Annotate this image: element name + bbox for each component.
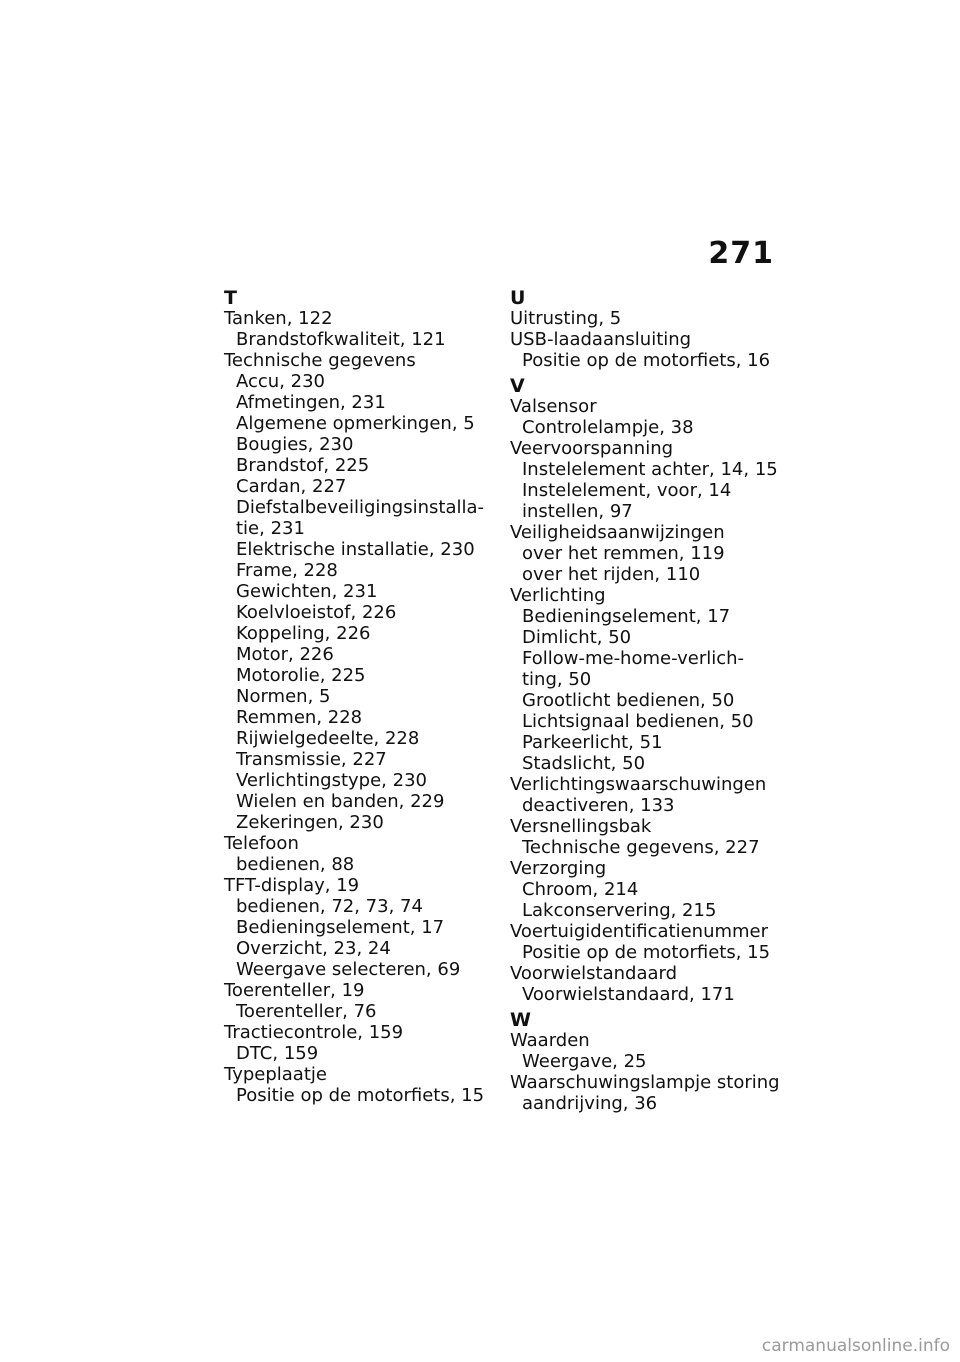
index-subentry: Motor, 226 bbox=[236, 644, 334, 665]
index-entry: Valsensor bbox=[510, 396, 597, 417]
index-subentry: Accu, 230 bbox=[236, 371, 325, 392]
index-subentry: instellen, 97 bbox=[522, 501, 633, 522]
index-entry: Verlichting bbox=[510, 585, 606, 606]
index-subentry: Verlichtingstype, 230 bbox=[236, 770, 427, 791]
index-entry: Technische gegevens bbox=[224, 350, 416, 371]
index-subentry: Transmissie, 227 bbox=[236, 749, 387, 770]
index-subentry: Rijwielgedeelte, 228 bbox=[236, 728, 420, 749]
index-subentry: Stadslicht, 50 bbox=[522, 753, 646, 774]
index-subentry: Positie op de motorfiets, 16 bbox=[522, 350, 771, 371]
index-subentry: Bougies, 230 bbox=[236, 434, 354, 455]
index-subentry: Brandstofkwaliteit, 121 bbox=[236, 329, 446, 350]
index-subentry: Bedieningselement, 17 bbox=[236, 917, 445, 938]
index-entry: Versnellingsbak bbox=[510, 816, 652, 837]
page-number: 271 bbox=[708, 236, 774, 271]
index-subentry: Weergave selecteren, 69 bbox=[236, 959, 461, 980]
watermark-footer: carmanualsonline.info bbox=[761, 1336, 950, 1356]
index-entry: Veervoorspanning bbox=[510, 438, 674, 459]
index-subentry: Positie op de motorfiets, 15 bbox=[522, 942, 771, 963]
index-subentry: bedienen, 88 bbox=[236, 854, 355, 875]
index-entry: USB-laadaansluiting bbox=[510, 329, 692, 350]
index-subentry: Motorolie, 225 bbox=[236, 665, 366, 686]
index-subentry: Instelelement achter, 14, 15 bbox=[522, 459, 778, 480]
index-subentry: over het rijden, 110 bbox=[522, 564, 701, 585]
index-entry: Voorwielstandaard bbox=[510, 963, 678, 984]
index-entry: TFT-display, 19 bbox=[224, 875, 360, 896]
index-subentry: Instelelement, voor, 14 bbox=[522, 480, 732, 501]
index-subentry: Lichtsignaal bedienen, 50 bbox=[522, 711, 754, 732]
index-subentry: tie, 231 bbox=[236, 518, 305, 539]
index-subentry: Bedieningselement, 17 bbox=[522, 606, 731, 627]
index-subentry: Cardan, 227 bbox=[236, 476, 347, 497]
index-column-right bbox=[510, 287, 780, 1114]
index-subentry: Lakconservering, 215 bbox=[522, 900, 717, 921]
index-entry: Telefoon bbox=[224, 833, 299, 854]
index-subentry: Toerenteller, 76 bbox=[236, 1001, 377, 1022]
index-subentry: over het remmen, 119 bbox=[522, 543, 725, 564]
index-subentry: Remmen, 228 bbox=[236, 707, 363, 728]
index-letter-heading: U bbox=[510, 287, 526, 309]
index-subentry: bedienen, 72, 73, 74 bbox=[236, 896, 423, 917]
index-subentry: ting, 50 bbox=[522, 669, 592, 690]
index-subentry: Weergave, 25 bbox=[522, 1051, 647, 1072]
index-subentry: Koelvloeistof, 226 bbox=[236, 602, 397, 623]
index-subentry: Wielen en banden, 229 bbox=[236, 791, 445, 812]
index-entry: Voertuigidentificatienummer bbox=[510, 921, 769, 942]
index-letter-heading: W bbox=[510, 1009, 531, 1031]
index-subentry: Gewichten, 231 bbox=[236, 581, 378, 602]
index-entry: Toerenteller, 19 bbox=[224, 980, 365, 1001]
index-entry: Tanken, 122 bbox=[224, 308, 333, 329]
index-letter-heading: T bbox=[224, 287, 237, 309]
group-spacer bbox=[510, 371, 780, 378]
index-subentry: Koppeling, 226 bbox=[236, 623, 371, 644]
index-entry: Veiligheidsaanwijzingen bbox=[510, 522, 725, 543]
index-subentry: Follow-me-home-verlich- bbox=[522, 648, 745, 669]
index-entry: Waarden bbox=[510, 1030, 590, 1051]
index-subentry: Dimlicht, 50 bbox=[522, 627, 632, 648]
index-subentry: Parkeerlicht, 51 bbox=[522, 732, 663, 753]
index-subentry: Algemene opmerkingen, 5 bbox=[236, 413, 475, 434]
group-spacer bbox=[510, 1005, 780, 1012]
index-subentry: Elektrische installatie, 230 bbox=[236, 539, 475, 560]
index-subentry: Chroom, 214 bbox=[522, 879, 639, 900]
index-subentry: Positie op de motorfiets, 15 bbox=[236, 1085, 485, 1106]
index-subentry: Frame, 228 bbox=[236, 560, 338, 581]
index-subentry: DTC, 159 bbox=[236, 1043, 319, 1064]
index-entry: Verzorging bbox=[510, 858, 607, 879]
index-subentry: Brandstof, 225 bbox=[236, 455, 370, 476]
index-entry: Verlichtingswaarschuwingen bbox=[510, 774, 767, 795]
index-subentry: aandrijving, 36 bbox=[522, 1093, 658, 1114]
index-subentry: deactiveren, 133 bbox=[522, 795, 675, 816]
index-subentry: Overzicht, 23, 24 bbox=[236, 938, 391, 959]
index-subentry: Diefstalbeveiligingsinstalla- bbox=[236, 497, 485, 518]
index-subentry: Afmetingen, 231 bbox=[236, 392, 386, 413]
index-subentry: Controlelampje, 38 bbox=[522, 417, 694, 438]
index-entry: Tractiecontrole, 159 bbox=[224, 1022, 404, 1043]
index-subentry: Voorwielstandaard, 171 bbox=[522, 984, 735, 1005]
index-entry: Uitrusting, 5 bbox=[510, 308, 622, 329]
index-letter-heading: V bbox=[510, 375, 525, 397]
index-subentry: Technische gegevens, 227 bbox=[522, 837, 760, 858]
index-subentry: Normen, 5 bbox=[236, 686, 331, 707]
index-subentry: Zekeringen, 230 bbox=[236, 812, 384, 833]
index-column-left bbox=[224, 287, 494, 1106]
index-entry: Waarschuwingslampje storing bbox=[510, 1072, 780, 1093]
index-entry: Typeplaatje bbox=[224, 1064, 327, 1085]
index-subentry: Grootlicht bedienen, 50 bbox=[522, 690, 735, 711]
